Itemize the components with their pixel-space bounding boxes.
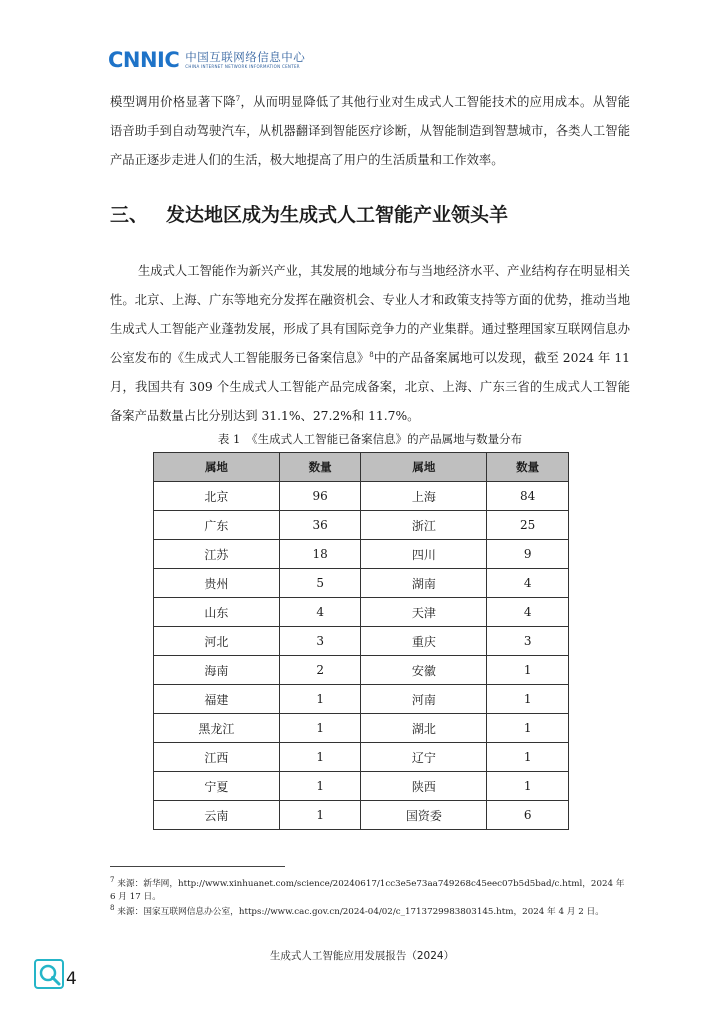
footnote-8 [110, 906, 632, 919]
intro-paragraph [110, 88, 630, 175]
para1-text-a: 模型调用价格显著下降 [110, 95, 236, 109]
footnote-divider [110, 866, 285, 867]
cell-region: 河南 [361, 685, 487, 714]
header-region-2: 属地 [361, 453, 487, 482]
cell-region: 陕西 [361, 772, 487, 801]
table-row [154, 569, 569, 598]
report-title-footer: 生成式人工智能应用发展报告（2024） [269, 950, 455, 962]
cell-count: 1 [279, 743, 361, 772]
cell-count: 1 [279, 714, 361, 743]
para2-text-b: 中的产品备案属地可以发现，截至 2024 年 11 月，我国共有 309 个生成式人工智能产品完成备案，北京、上海、广东三省的生成式人工智能备案产品数量占比分别达到 31.1%、27.2%和 11.7%。 [110, 351, 630, 423]
cell-count: 18 [279, 540, 361, 569]
footnote-ref-7: 7 [235, 94, 241, 103]
cell-count: 1 [279, 801, 361, 830]
cell-count: 2 [279, 656, 361, 685]
footnote-mark: 8 [110, 904, 115, 913]
cell-count: 84 [487, 482, 569, 511]
body-paragraph [110, 257, 630, 431]
footnotes [110, 878, 632, 922]
header-region-1: 属地 [154, 453, 280, 482]
cell-region: 天津 [361, 598, 487, 627]
table-row [154, 656, 569, 685]
cell-count: 6 [487, 801, 569, 830]
cell-region: 浙江 [361, 511, 487, 540]
cell-count: 4 [279, 598, 361, 627]
logo-mark: CNNIC [108, 48, 180, 72]
magnifier-q-icon [34, 959, 64, 989]
table-row [154, 511, 569, 540]
logo-text [185, 51, 305, 69]
cell-count: 1 [487, 772, 569, 801]
table-row [154, 627, 569, 656]
cell-region: 贵州 [154, 569, 280, 598]
section-number: 三、 [110, 204, 149, 226]
cell-region: 云南 [154, 801, 280, 830]
table-row [154, 482, 569, 511]
cell-region: 海南 [154, 656, 280, 685]
cell-count: 1 [487, 743, 569, 772]
cell-count: 3 [279, 627, 361, 656]
cell-count: 25 [487, 511, 569, 540]
cell-count: 4 [487, 569, 569, 598]
cell-count: 1 [279, 772, 361, 801]
cell-region: 河北 [154, 627, 280, 656]
footnote-text: 来源：国家互联网信息办公室，https://www.cac.gov.cn/2024-04/02/c_1713729983803145.htm，2024 年 4 月 2 日。 [114, 907, 604, 917]
cell-region: 黑龙江 [154, 714, 280, 743]
cell-count: 1 [487, 656, 569, 685]
footnote-7 [110, 878, 632, 903]
header-count-2: 数量 [487, 453, 569, 482]
cell-region: 江苏 [154, 540, 280, 569]
footnote-mark: 7 [110, 876, 115, 885]
region-count-table [153, 452, 569, 830]
table-body [154, 482, 569, 830]
cell-region: 山东 [154, 598, 280, 627]
logo-english-name: CHINA INTERNET NETWORK INFORMATION CENTER [185, 64, 300, 69]
footnote-ref-8: 8 [369, 350, 374, 359]
para1-text-b: ，从而明显降低了其他行业对生成式人工智能技术的应用成本。从智能语音助手到自动驾驶汽车，从机器翻译到智能医疗诊断，从智能制造到智慧城市，各类人工智能产品正逐步走进人们的生活，极大地提高了用户的生活质量和工作效率。 [110, 95, 630, 167]
cell-region: 上海 [361, 482, 487, 511]
cell-region: 福建 [154, 685, 280, 714]
cell-region: 安徽 [361, 656, 487, 685]
cell-region: 国资委 [361, 801, 487, 830]
table-header-row [154, 453, 569, 482]
cell-region: 辽宁 [361, 743, 487, 772]
table-row [154, 685, 569, 714]
para2-text-a: 生成式人工智能作为新兴产业，其发展的地域分布与当地经济水平、产业结构存在明显相关性。北京、上海、广东等地充分发挥在融资机会、专业人才和政策支持等方面的优势，推动当地生成式人工智能产业蓬勃发展，形成了具有国际竞争力的产业集群。通过整理国家互联网信息办公室发布的《生成式人工智能服务已备案信息》 [110, 264, 630, 365]
table-row [154, 540, 569, 569]
cell-count: 5 [279, 569, 361, 598]
logo-chinese-name: 中国互联网络信息中心 [185, 50, 306, 64]
cell-region: 江西 [154, 743, 280, 772]
cell-region: 湖南 [361, 569, 487, 598]
cell-count: 96 [279, 482, 361, 511]
table-row [154, 743, 569, 772]
header-count-1: 数量 [279, 453, 361, 482]
cell-region: 广东 [154, 511, 280, 540]
cell-region: 四川 [361, 540, 487, 569]
cell-count: 1 [279, 685, 361, 714]
cell-count: 36 [279, 511, 361, 540]
cell-count: 1 [487, 685, 569, 714]
cell-count: 1 [487, 714, 569, 743]
table-row [154, 598, 569, 627]
cell-count: 3 [487, 627, 569, 656]
footnote-text: 来源：新华网，http://www.xinhuanet.com/science/20240617/1cc3e5e73aa749268c45eec07b5d5bad/c.html，2024 年 6 月 17 日。 [110, 879, 625, 902]
cell-region: 重庆 [361, 627, 487, 656]
table-row [154, 772, 569, 801]
cell-region: 宁夏 [154, 772, 280, 801]
cell-region: 北京 [154, 482, 280, 511]
section-title: 发达地区成为生成式人工智能产业领头羊 [166, 204, 509, 226]
cell-region: 湖北 [361, 714, 487, 743]
table-row [154, 801, 569, 830]
cell-count: 9 [487, 540, 569, 569]
cell-count: 4 [487, 598, 569, 627]
cnnic-logo [108, 48, 305, 72]
page-number: 4 [66, 969, 77, 989]
table-row [154, 714, 569, 743]
section-heading [110, 200, 508, 230]
table-caption: 表 1 《生成式人工智能已备案信息》的产品属地与数量分布 [217, 432, 523, 446]
